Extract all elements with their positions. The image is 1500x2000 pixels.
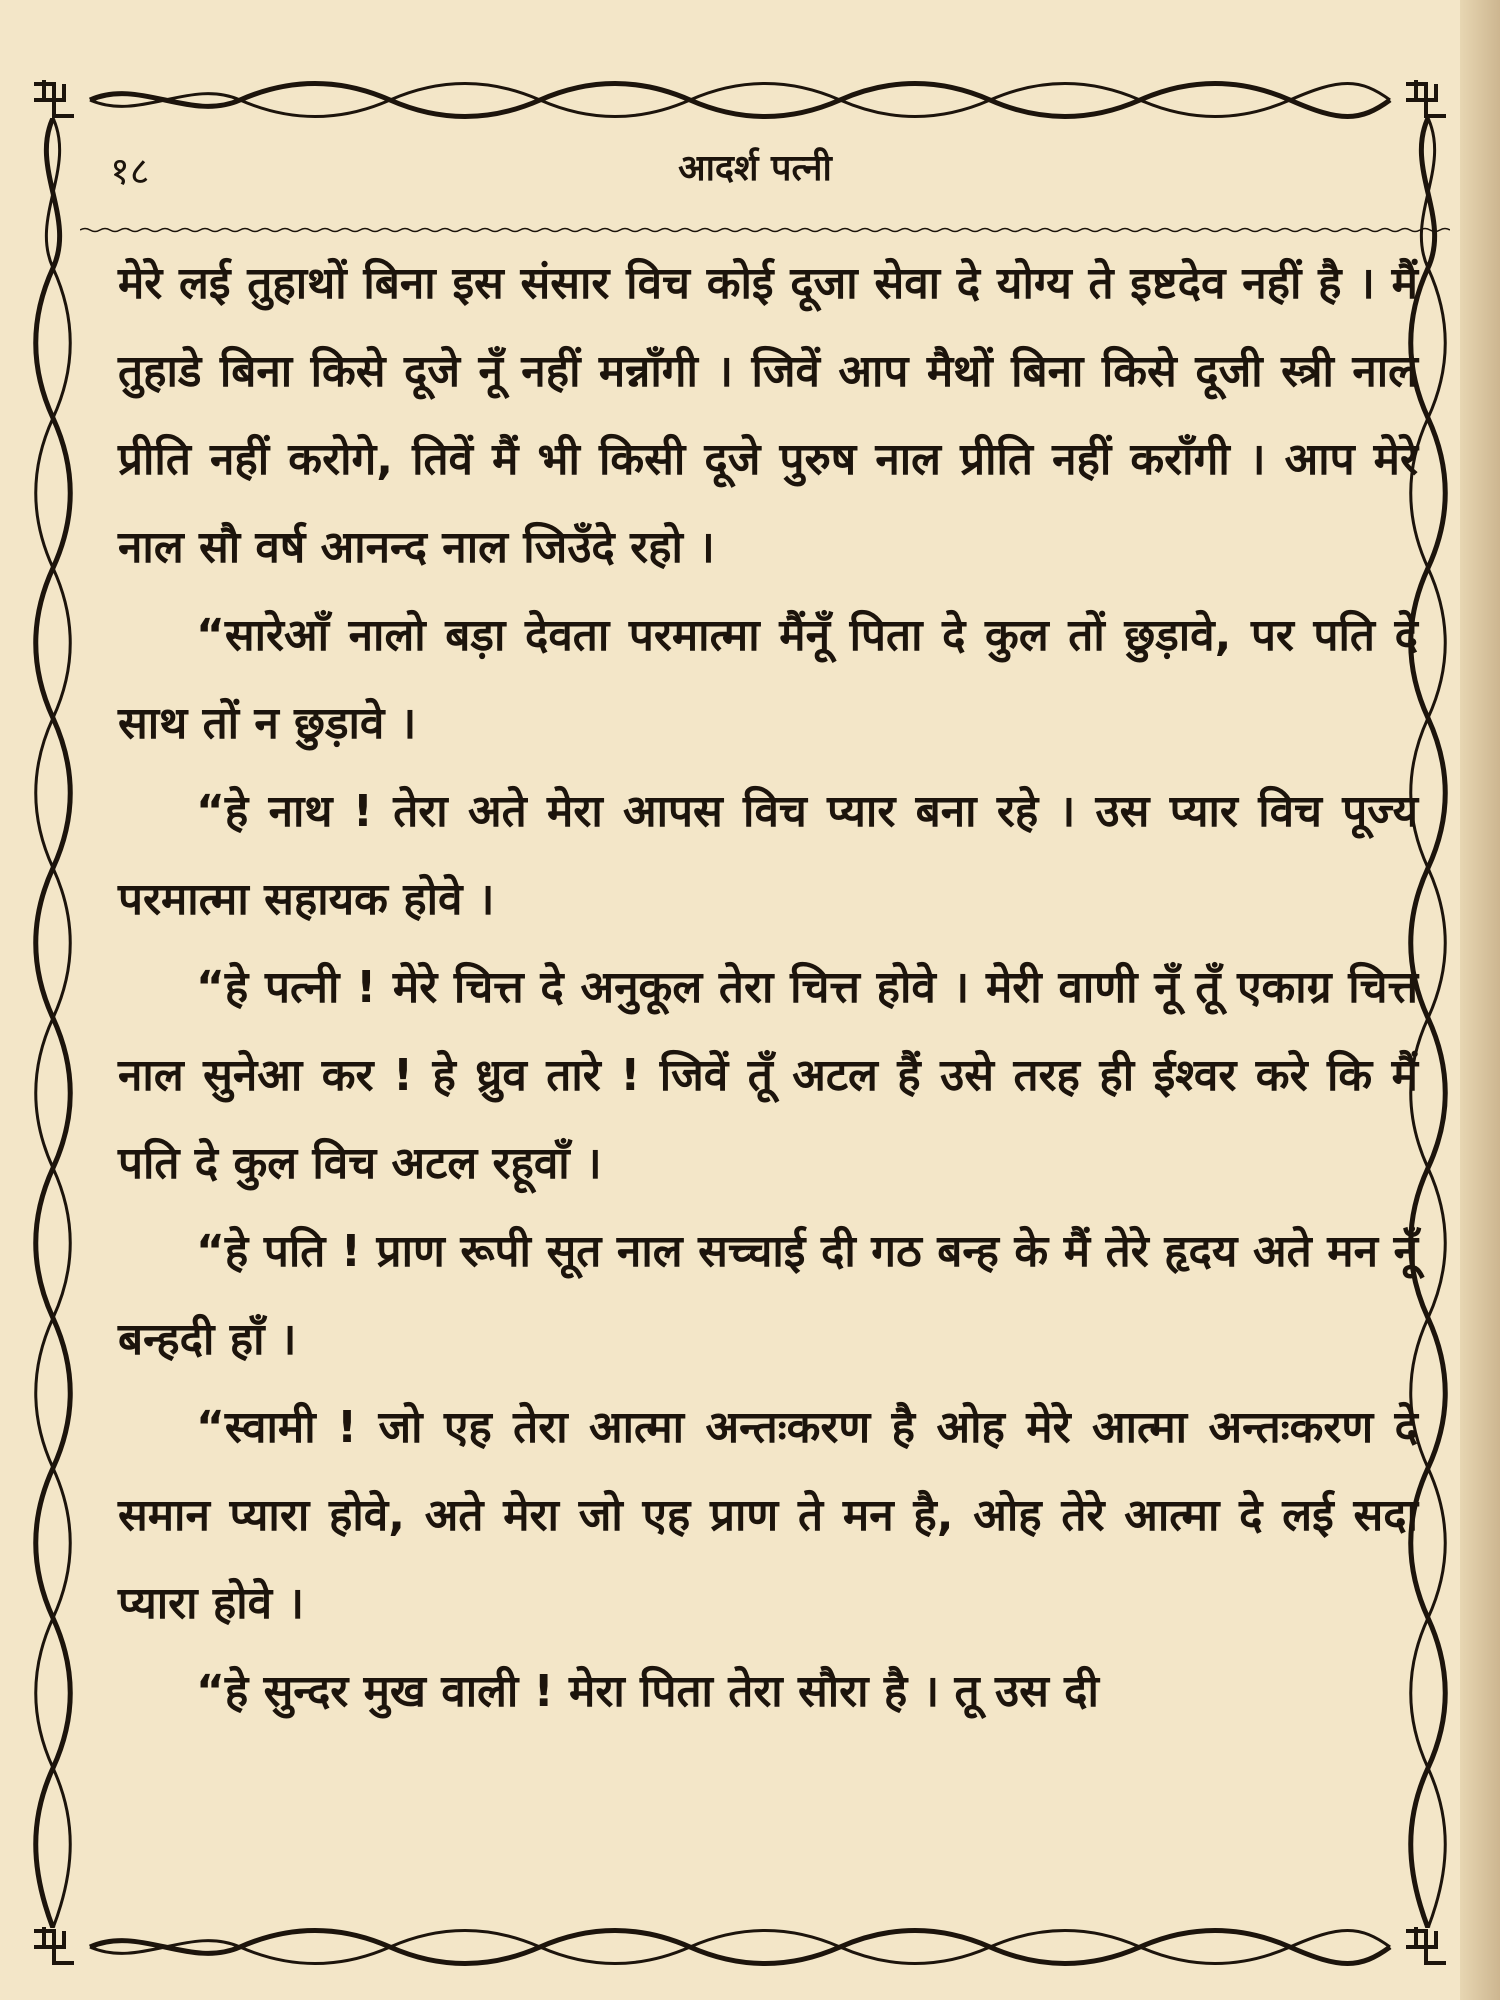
- ornamental-border-top: [30, 78, 1450, 122]
- paragraph: मेरे लई तुहाथों बिना इस संसार विच कोई दूजा सेवा दे योग्य ते इष्टदेव नहीं है । मैं तुहाडे बिना किसे दूजे नूँ नहीं मन्नाँगी । जिवें आप मैथों बिना किसे दूजी स्त्री नाल प्रीति नहीं करोगे, तिवें मैं भी किसी दूजे पुरुष नाल प्रीति नहीं कराँगी । आप मेरे नाल सौ वर्ष आनन्द नाल जिउँदे रहो ।: [118, 258, 1418, 573]
- paragraph: “हे पत्नी ! मेरे चित्त दे अनुकूल तेरा चित्त होवे । मेरी वाणी नूँ तूँ एकाग्र चित्त नाल सुनेआ कर ! हे ध्रुव तारे ! जिवें तूँ अटल हैं उसे तरह ही ईश्वर करे कि मैं पति दे कुल विच अटल रहूवाँ ।: [118, 962, 1418, 1189]
- page-number: १८: [110, 149, 150, 193]
- ornamental-border-bottom: [30, 1925, 1450, 1969]
- paragraph: “हे सुन्दर मुख वाली ! मेरा पिता तेरा सौरा है । तू उस दी: [196, 1666, 1099, 1717]
- page-body: [118, 240, 1418, 1736]
- paragraph: “हे पति ! प्राण रूपी सूत नाल सच्चाई दी गठ बन्ह के मैं तेरे हृदय अते मन नूँ बन्हदी हाँ ।: [118, 1226, 1418, 1365]
- header-divider: [80, 218, 1450, 224]
- ornamental-border-left: [30, 118, 76, 1928]
- paragraph: “स्वामी ! जो एह तेरा आत्मा अन्तःकरण है ओह मेरे आत्मा अन्तःकरण दे समान प्यारा होवे, अते मेरा जो एह प्राण ते मन है, ओह तेरे आत्मा दे लई सदा प्यारा होवे ।: [118, 1402, 1418, 1629]
- page-header: [100, 138, 1410, 208]
- paragraph: “हे नाथ ! तेरा अते मेरा आपस विच प्यार बना रहे । उस प्यार विच पूज्य परमात्मा सहायक होवे ।: [118, 786, 1418, 925]
- paragraph: “सारेआँ नालो बड़ा देवता परमात्मा मैंनूँ पिता दे कुल तों छुड़ावे, पर पति दे साथ तों न छुड़ावे ।: [118, 610, 1418, 749]
- running-title: आदर्श पत्नी: [678, 148, 832, 189]
- page-edge-shadow: [1460, 0, 1500, 2000]
